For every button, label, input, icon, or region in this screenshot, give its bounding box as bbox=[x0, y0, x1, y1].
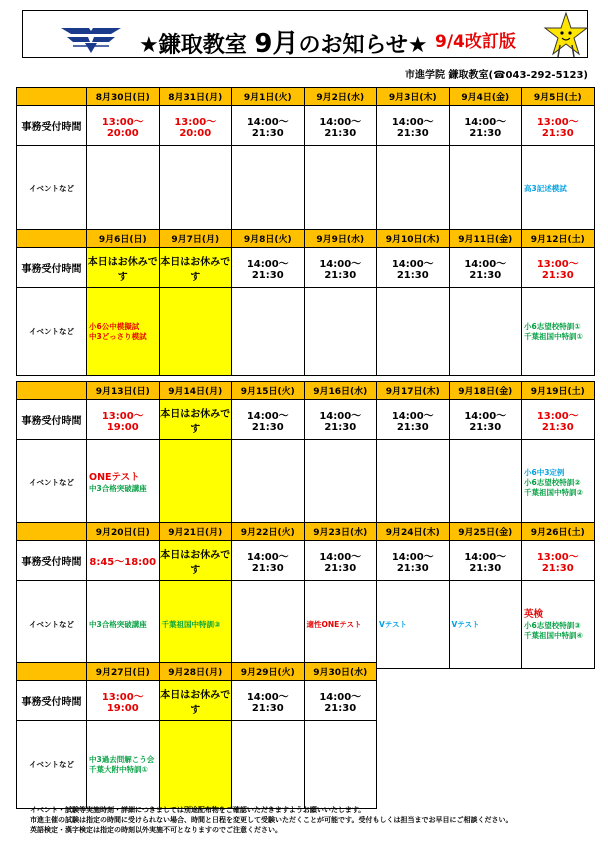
week-table bbox=[16, 229, 595, 376]
events-cell bbox=[232, 146, 305, 232]
event-item: 千葉祖国中特訓④ bbox=[524, 630, 583, 640]
reception-hours-cell: 13:00～20:00 bbox=[87, 106, 160, 146]
events-cell bbox=[304, 288, 377, 376]
reception-hours-cell: 14:00～21:30 bbox=[304, 681, 377, 721]
events-cell bbox=[87, 440, 160, 526]
date-header: 9月1日(火) bbox=[232, 88, 305, 106]
note-line: 市進主催の試験は指定の時間に受けられない場合、時間と日程を変更して受験いただくことが可能です。受付もしくは担当までお早目にご相談ください。 bbox=[30, 816, 513, 824]
reception-hours-cell: 14:00～21:30 bbox=[304, 106, 377, 146]
events-cell bbox=[304, 440, 377, 526]
events-cell bbox=[449, 581, 522, 669]
date-header: 9月17日(木) bbox=[377, 382, 450, 400]
event-item: 千葉祖国中特訓③ bbox=[161, 619, 221, 629]
closed-day-cell: 本日はお休みです bbox=[159, 400, 232, 440]
event-item: Vテスト bbox=[379, 619, 408, 629]
event-item: 高3記述模試 bbox=[524, 183, 567, 193]
event-item: 英検 bbox=[524, 608, 544, 620]
events-cell bbox=[449, 146, 522, 232]
event-item: 小6志望校特訓① bbox=[524, 321, 581, 331]
event-item: 小6志望校特訓② bbox=[524, 477, 581, 487]
reception-hours-cell: 13:00～19:00 bbox=[87, 681, 160, 721]
events-cell bbox=[522, 288, 595, 376]
closed-day-cell: 本日はお休みです bbox=[159, 541, 232, 581]
event-item: 中3合格突破講座 bbox=[89, 619, 147, 629]
date-header: 9月3日(木) bbox=[377, 88, 450, 106]
date-header: 9月20日(日) bbox=[87, 523, 160, 541]
events-cell bbox=[159, 288, 232, 376]
reception-label: 事務受付時間 bbox=[17, 106, 87, 146]
header-banner bbox=[22, 10, 588, 58]
events-cell bbox=[522, 440, 595, 526]
note-line: 英語検定・漢字検定は指定の時刻以外実施不可となりますのでご注意ください。 bbox=[30, 826, 282, 834]
event-item: ONEテスト bbox=[89, 471, 140, 483]
event-item: 小6志望校特訓③ bbox=[524, 620, 581, 630]
date-header: 9月10日(木) bbox=[377, 230, 450, 248]
header-corner bbox=[17, 523, 87, 541]
closed-day-cell: 本日はお休みです bbox=[159, 248, 232, 288]
date-header: 9月2日(水) bbox=[304, 88, 377, 106]
date-header: 9月5日(土) bbox=[522, 88, 595, 106]
date-header: 9月6日(日) bbox=[87, 230, 160, 248]
reception-hours-cell: 14:00～21:30 bbox=[232, 400, 305, 440]
header-corner bbox=[17, 230, 87, 248]
event-item: 中3合格突破講座 bbox=[89, 483, 147, 493]
event-item: 千葉祖国中特訓① bbox=[524, 331, 583, 341]
events-cell bbox=[232, 581, 305, 669]
date-header: 9月8日(火) bbox=[232, 230, 305, 248]
reception-label: 事務受付時間 bbox=[17, 400, 87, 440]
event-item: 千葉大附中特訓① bbox=[89, 764, 148, 774]
event-item: 適性ONEテスト bbox=[306, 619, 362, 629]
date-header: 9月16日(水) bbox=[304, 382, 377, 400]
events-label: イベントなど bbox=[17, 146, 87, 232]
event-item: 小6中3定例 bbox=[524, 467, 565, 477]
date-header: 9月15日(火) bbox=[232, 382, 305, 400]
reception-hours-cell: 14:00～21:30 bbox=[449, 400, 522, 440]
date-header: 9月12日(土) bbox=[522, 230, 595, 248]
reception-hours-cell: 13:00～21:30 bbox=[522, 541, 595, 581]
events-cell bbox=[304, 721, 377, 809]
events-cell bbox=[159, 581, 232, 669]
reception-hours-cell: 13:00～21:30 bbox=[522, 248, 595, 288]
reception-hours-cell: 8:45～18:00 bbox=[87, 541, 160, 581]
event-item: 中3過去問解こう会 bbox=[89, 754, 155, 764]
school-info: 市進学院 鎌取教室(☎043-292-5123) bbox=[405, 70, 588, 81]
revision-label: 9/4改訂版 bbox=[435, 32, 516, 52]
event-item: Vテスト bbox=[451, 619, 480, 629]
events-cell bbox=[377, 288, 450, 376]
reception-hours-cell: 13:00～19:00 bbox=[87, 400, 160, 440]
events-cell bbox=[159, 146, 232, 232]
reception-hours-cell: 14:00～21:30 bbox=[377, 400, 450, 440]
events-cell bbox=[87, 581, 160, 669]
date-header: 8月31日(月) bbox=[159, 88, 232, 106]
date-header: 9月26日(土) bbox=[522, 523, 595, 541]
event-item: 小6公中模擬試 bbox=[89, 321, 140, 331]
reception-hours-cell: 14:00～21:30 bbox=[449, 248, 522, 288]
events-cell bbox=[522, 581, 595, 669]
event-item: 中3どっさり模試 bbox=[89, 331, 147, 341]
reception-hours-cell: 14:00～21:30 bbox=[377, 541, 450, 581]
date-header: 9月11日(金) bbox=[449, 230, 522, 248]
reception-hours-cell: 13:00～20:00 bbox=[159, 106, 232, 146]
events-cell bbox=[232, 288, 305, 376]
header-corner bbox=[17, 663, 87, 681]
events-label: イベントなど bbox=[17, 581, 87, 669]
date-header: 9月18日(金) bbox=[449, 382, 522, 400]
events-label: イベントなど bbox=[17, 721, 87, 809]
date-header: 9月21日(月) bbox=[159, 523, 232, 541]
reception-hours-cell: 14:00～21:30 bbox=[232, 106, 305, 146]
eagle-wing-logo-icon bbox=[59, 24, 123, 54]
events-cell bbox=[87, 146, 160, 232]
week-table bbox=[16, 522, 595, 669]
date-header: 9月14日(月) bbox=[159, 382, 232, 400]
date-header: 8月30日(日) bbox=[87, 88, 160, 106]
events-cell bbox=[377, 581, 450, 669]
date-header: 9月25日(金) bbox=[449, 523, 522, 541]
reception-hours-cell: 14:00～21:30 bbox=[449, 541, 522, 581]
closed-day-cell: 本日はお休みです bbox=[159, 681, 232, 721]
closed-day-cell: 本日はお休みです bbox=[87, 248, 160, 288]
date-header: 9月22日(火) bbox=[232, 523, 305, 541]
date-header: 9月7日(月) bbox=[159, 230, 232, 248]
events-cell bbox=[232, 721, 305, 809]
date-header: 9月23日(水) bbox=[304, 523, 377, 541]
event-item: 千葉祖国中特訓② bbox=[524, 487, 583, 497]
events-cell bbox=[377, 440, 450, 526]
date-header: 9月28日(月) bbox=[159, 663, 232, 681]
header-corner bbox=[17, 382, 87, 400]
date-header: 9月30日(水) bbox=[304, 663, 377, 681]
events-cell bbox=[449, 288, 522, 376]
week-table bbox=[16, 87, 595, 232]
events-cell bbox=[304, 146, 377, 232]
date-header: 9月27日(日) bbox=[87, 663, 160, 681]
events-label: イベントなど bbox=[17, 288, 87, 376]
reception-hours-cell: 14:00～21:30 bbox=[232, 681, 305, 721]
reception-label: 事務受付時間 bbox=[17, 541, 87, 581]
events-cell bbox=[377, 146, 450, 232]
events-cell bbox=[449, 440, 522, 526]
reception-hours-cell: 14:00～21:30 bbox=[304, 541, 377, 581]
events-cell bbox=[87, 721, 160, 809]
date-header: 9月9日(水) bbox=[304, 230, 377, 248]
reception-hours-cell: 14:00～21:30 bbox=[449, 106, 522, 146]
reception-hours-cell: 13:00～21:30 bbox=[522, 400, 595, 440]
date-header: 9月29日(火) bbox=[232, 663, 305, 681]
reception-hours-cell: 14:00～21:30 bbox=[232, 541, 305, 581]
header-corner bbox=[17, 88, 87, 106]
reception-hours-cell: 14:00～21:30 bbox=[377, 248, 450, 288]
events-cell bbox=[159, 721, 232, 809]
date-header: 9月13日(日) bbox=[87, 382, 160, 400]
events-cell bbox=[159, 440, 232, 526]
week-table bbox=[16, 662, 377, 809]
events-cell bbox=[304, 581, 377, 669]
events-cell bbox=[232, 440, 305, 526]
star-mascot-icon bbox=[543, 11, 589, 59]
date-header: 9月4日(金) bbox=[449, 88, 522, 106]
events-cell bbox=[87, 288, 160, 376]
reception-hours-cell: 14:00～21:30 bbox=[304, 248, 377, 288]
reception-label: 事務受付時間 bbox=[17, 248, 87, 288]
reception-hours-cell: 14:00～21:30 bbox=[232, 248, 305, 288]
page-title: ★鎌取教室 9月のお知らせ★ bbox=[139, 29, 428, 59]
note-line: イベント・試験等実施時刻・詳細につきましては別途配布物をご確認いただきますようお願いいたします。 bbox=[30, 806, 366, 814]
notes bbox=[30, 805, 590, 835]
date-header: 9月24日(木) bbox=[377, 523, 450, 541]
events-label: イベントなど bbox=[17, 440, 87, 526]
events-cell bbox=[522, 146, 595, 232]
reception-hours-cell: 14:00～21:30 bbox=[304, 400, 377, 440]
reception-hours-cell: 13:00～21:30 bbox=[522, 106, 595, 146]
date-header: 9月19日(土) bbox=[522, 382, 595, 400]
reception-label: 事務受付時間 bbox=[17, 681, 87, 721]
reception-hours-cell: 14:00～21:30 bbox=[377, 106, 450, 146]
week-table bbox=[16, 381, 595, 526]
